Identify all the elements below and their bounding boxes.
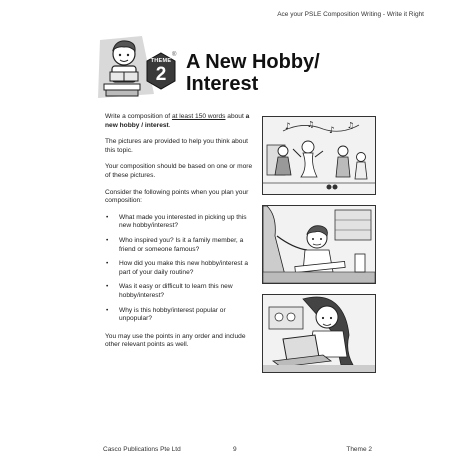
page-title bbox=[186, 51, 320, 95]
point-text: Was it easy or difficult to learn this new hobby/interest? bbox=[119, 283, 233, 299]
list-item bbox=[105, 260, 255, 277]
bullet-icon: • bbox=[106, 236, 109, 244]
closing-paragraph: You may use the points in any order and include other relevant points as well. bbox=[105, 332, 246, 349]
page-number: 9 bbox=[233, 446, 237, 453]
running-head: Ace your PSLE Composition Writing - Write it Right bbox=[277, 11, 424, 18]
title-line-1: A New Hobby/ bbox=[186, 51, 320, 73]
theme-number: 2 bbox=[155, 64, 167, 85]
intro-text-mid: about bbox=[225, 113, 246, 120]
list-item bbox=[105, 307, 255, 324]
publisher-footer: Casco Publications Pte Ltd bbox=[103, 446, 181, 453]
girl-at-laptop-illustration bbox=[262, 294, 376, 373]
intro-paragraph bbox=[105, 113, 255, 130]
topic-emphasis: a new hobby / interest bbox=[105, 113, 250, 129]
theme-footer: Theme 2 bbox=[346, 446, 372, 453]
registered-mark: ® bbox=[172, 52, 177, 58]
bullet-icon: • bbox=[106, 283, 109, 291]
points-list bbox=[105, 214, 255, 324]
point-text: How did you make this new hobby/interest a part of your daily routine? bbox=[119, 260, 249, 276]
point-text: Who inspired you? Is it a family member, a friend or someone famous? bbox=[119, 236, 244, 253]
instructions bbox=[105, 113, 255, 358]
word-count-requirement: at least 150 words bbox=[171, 113, 226, 120]
intro-text-end: . bbox=[168, 121, 171, 129]
svg-text:♪: ♪ bbox=[329, 126, 335, 136]
svg-text:♫: ♫ bbox=[307, 120, 315, 129]
family-music-dance-illustration bbox=[262, 116, 376, 195]
point-text: Why is this hobby/interest popular or unpopular? bbox=[119, 306, 226, 323]
parent-helping-child-illustration bbox=[262, 205, 376, 284]
consider-paragraph: Consider the following points when you plan your composition: bbox=[105, 188, 249, 205]
bullet-icon: • bbox=[106, 306, 109, 314]
bullet-icon: • bbox=[106, 213, 109, 221]
point-text: What made you interested in picking up this new hobby/interest? bbox=[119, 213, 247, 230]
list-item bbox=[105, 283, 255, 300]
list-item bbox=[105, 214, 255, 231]
intro-text: Write a composition of bbox=[105, 113, 172, 120]
list-item bbox=[105, 237, 255, 254]
svg-text:♫: ♫ bbox=[347, 121, 355, 130]
basis-paragraph: Your composition should be based on one or more of these pictures. bbox=[105, 163, 253, 179]
title-line-2: Interest bbox=[186, 73, 259, 95]
bullet-icon: • bbox=[106, 260, 109, 268]
pictures-paragraph: The pictures are provided to help you think about this topic. bbox=[105, 138, 248, 154]
theme-label: THEME bbox=[150, 58, 172, 64]
svg-text:♪: ♪ bbox=[285, 122, 291, 132]
